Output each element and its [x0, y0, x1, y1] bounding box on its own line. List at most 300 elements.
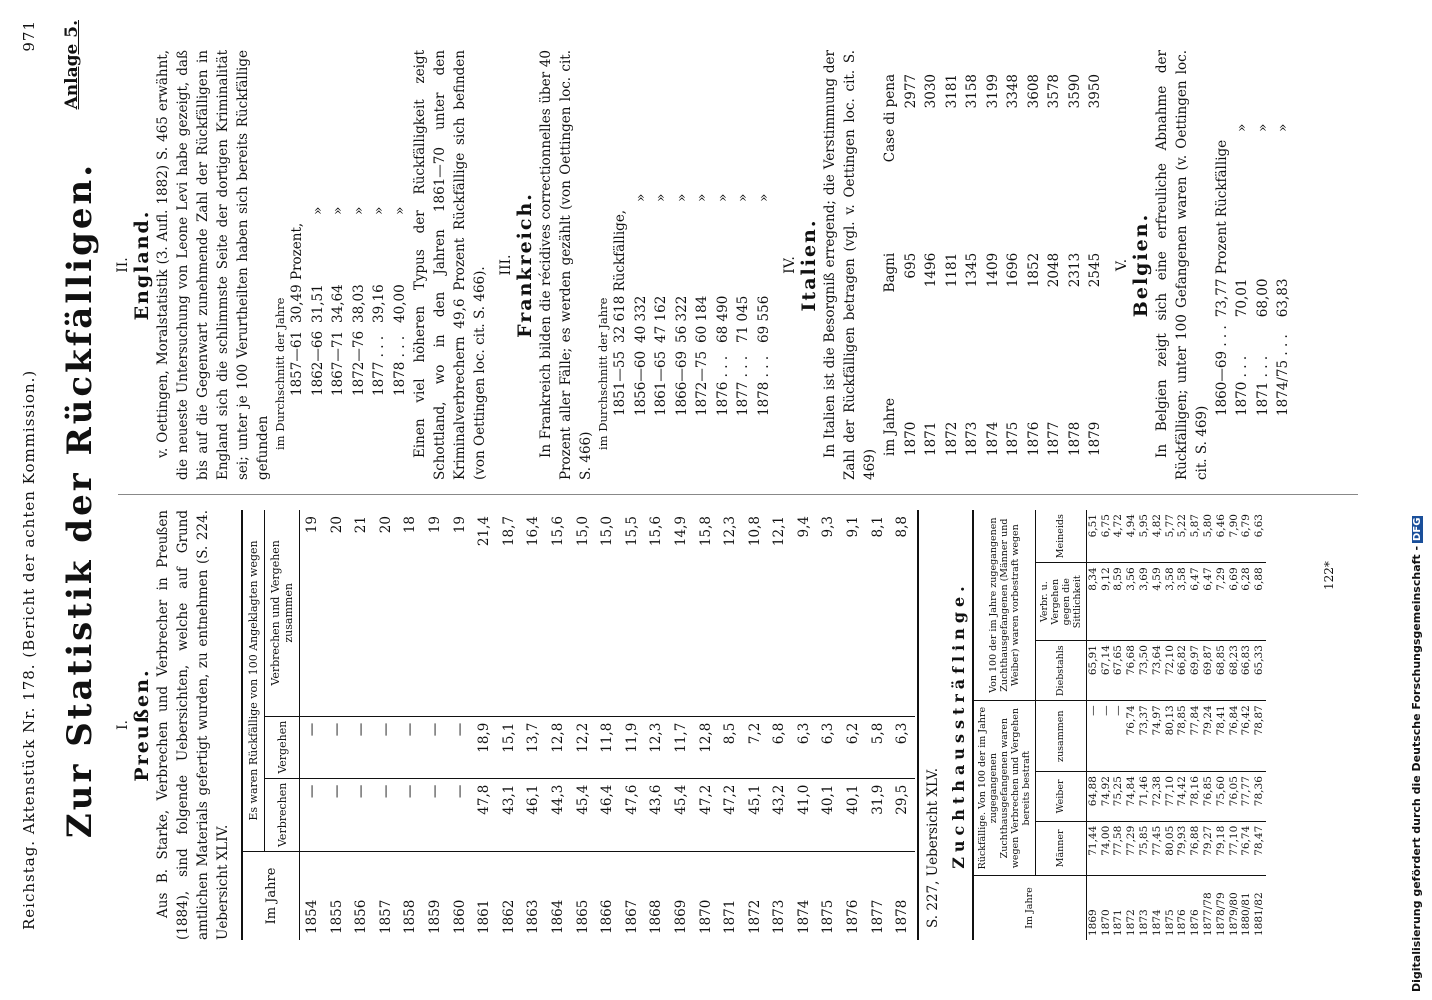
table-row	[1086, 510, 1099, 940]
period-cell: 1866—69	[673, 350, 690, 416]
list-item	[692, 190, 713, 420]
meineid-cell: 6,79	[1240, 510, 1253, 563]
case-cell: 3030	[923, 74, 939, 109]
vergehen-cell: —	[448, 716, 473, 778]
section-num-italy: IV.	[782, 256, 798, 274]
england-intro: v. Oettingen, Moralstatistik (3. Aufl. 1882) S. 465 erwähnt, die neueste Untersuchung von Leone Levi habe gezeigt, daß bis auf die Gegenwart zunehmende Zahl der Rückfälligen in England sich die schlimmste Seite der dortigen Kriminalität sei; unter je 100 Verurtheilten haben sich bereits Rückfällige gefunden	[155, 50, 271, 480]
period-cell: 1861—65	[653, 350, 669, 416]
zusammen-cell: 77,84	[1189, 701, 1202, 772]
year-cell: 1866	[599, 899, 616, 934]
sittlichkeit-cell: 3,58	[1176, 563, 1189, 641]
z-col-zusammen: zusammen	[1035, 701, 1086, 772]
table-row	[1164, 510, 1177, 940]
diebstahl-cell: 73,50	[1138, 641, 1151, 701]
case-cell: 2977	[902, 74, 919, 109]
vergehen-cell: 12,2	[571, 716, 596, 778]
maenner-cell: 79,18	[1215, 821, 1228, 875]
table-row	[1189, 510, 1202, 940]
table-row	[1125, 510, 1138, 940]
year-cell: 1872	[943, 421, 960, 456]
verbrechen-cell: 31,9	[866, 778, 891, 851]
z-col-weiber: Weiber	[1035, 772, 1086, 822]
value-cell: 32 618 Rückfällige,	[612, 209, 628, 343]
zusammen-cell: 78,85	[1176, 701, 1189, 772]
diebstahl-cell: 76,68	[1125, 641, 1138, 701]
verbrechen-cell: 46,4	[595, 778, 620, 851]
list-item	[733, 190, 754, 420]
verbrechen-cell: 45,1	[743, 778, 768, 851]
table-row	[472, 510, 497, 940]
year-cell: 1875	[1005, 421, 1021, 456]
value-cell: 68,00	[1254, 278, 1271, 318]
italy-col-case: Case di pena	[882, 74, 898, 163]
sittlichkeit-cell: 4,59	[1151, 563, 1164, 641]
table-row	[423, 510, 448, 940]
meineid-cell: 6,46	[1215, 510, 1228, 563]
value-cell: 30,49 Prozent,	[289, 222, 305, 323]
case-cell: 3950	[1087, 74, 1103, 109]
bagni-cell: 1852	[1025, 252, 1042, 288]
page-header	[20, 30, 38, 930]
vergehen-cell: 15,1	[497, 716, 522, 778]
period-cell: 1857—61	[289, 330, 305, 396]
bagni-cell: 695	[902, 252, 919, 279]
unit-cell: »	[1234, 123, 1250, 132]
year-cell: 1873	[1138, 909, 1151, 936]
year-cell: 1855	[328, 899, 345, 934]
zusammen-cell: 9,4	[792, 510, 817, 716]
verbrechen-cell: —	[448, 778, 473, 851]
col-vergehen: Vergehen	[265, 716, 300, 778]
maenner-cell: 77,45	[1151, 821, 1164, 875]
vergehen-cell: 6,3	[890, 716, 915, 778]
zusammen-cell: —	[1112, 701, 1125, 772]
value-cell: 63,83	[1275, 278, 1291, 318]
diebstahl-cell: 69,87	[1202, 641, 1215, 701]
case-cell: 3348	[1005, 74, 1021, 109]
year-cell: 1875	[820, 899, 837, 934]
table-row	[1112, 510, 1125, 940]
vergehen-cell: 11,7	[669, 716, 694, 778]
z-col-diebstahl: Diebstahls	[1035, 641, 1086, 701]
vergehen-cell: —	[325, 716, 350, 778]
table-row	[1085, 70, 1106, 460]
table-row	[571, 510, 596, 940]
verbrechen-cell: 47,2	[718, 778, 743, 851]
table-row	[1100, 510, 1113, 940]
value-cell: 31,51	[309, 284, 326, 323]
year-cell: 1880/81	[1240, 892, 1253, 936]
list-item	[713, 190, 734, 420]
bagni-cell: 2048	[1046, 252, 1062, 288]
z-col-sittlichkeit: Verbr. u. Vergehen gegen die Sittlichkeit	[1035, 563, 1086, 641]
verbrechen-cell: 40,1	[816, 778, 841, 851]
value-cell: 47 162	[653, 295, 669, 343]
vergehen-cell: —	[300, 716, 325, 778]
value-cell: 70,01	[1234, 278, 1250, 318]
zusammen-cell: 15,8	[694, 510, 719, 716]
vergehen-cell: 12,3	[644, 716, 669, 778]
list-item	[390, 203, 411, 400]
period-cell: 1874/75 . . .	[1275, 334, 1291, 416]
list-item	[349, 203, 370, 400]
table-row	[841, 510, 866, 940]
year-cell: 1870	[902, 421, 919, 456]
france-intro: In Frankreich bilden die récidives correctionnelles über 40 Prozent aller Fälle; es werden gezählt (von Oettingen loc. cit. S. 466)	[538, 50, 594, 480]
diebstahl-cell: 68,85	[1215, 641, 1228, 701]
zusammen-cell: 78,41	[1215, 701, 1228, 772]
table-row	[816, 510, 841, 940]
maenner-cell: 79,93	[1176, 821, 1189, 875]
col-zusammen: Verbrechen und Vergehen zusammen	[265, 510, 300, 716]
zusammen-cell: 21,4	[472, 510, 497, 716]
zusammen-cell: 15,6	[546, 510, 571, 716]
zusammen-cell: 76,74	[1125, 701, 1138, 772]
period-cell: 1870 . . .	[1234, 355, 1250, 416]
table-row	[1215, 510, 1228, 940]
verbrechen-cell: 29,5	[890, 778, 915, 851]
table-row	[890, 510, 915, 940]
period-cell: 1877 . . .	[371, 335, 387, 396]
zusammen-cell: 19	[448, 510, 473, 716]
unit-cell: »	[371, 206, 387, 215]
table-row	[398, 510, 423, 940]
england-list-label: im Durchschnitt der Jahre	[273, 297, 287, 450]
table-row	[1202, 510, 1215, 940]
diebstahl-cell: 73,64	[1151, 641, 1164, 701]
year-cell: 1878	[1066, 421, 1083, 456]
verbrechen-cell: —	[300, 778, 325, 851]
unit-cell: »	[632, 193, 649, 202]
year-cell: 1861	[476, 899, 493, 934]
vergehen-cell: 6,3	[816, 716, 841, 778]
weiber-cell: 72,38	[1151, 772, 1164, 822]
unit-cell: »	[330, 206, 346, 215]
meineid-cell: 5,80	[1202, 510, 1215, 563]
vergehen-cell: 7,2	[743, 716, 768, 778]
year-cell: 1854	[304, 899, 320, 934]
value-cell: 56 322	[673, 295, 690, 343]
period-cell: 1862—66	[309, 330, 326, 396]
signature-mark: 122*	[1322, 561, 1336, 590]
verbrechen-cell: 43,1	[497, 778, 522, 851]
zusammen-cell: 9,3	[816, 510, 841, 716]
maenner-cell: 74,00	[1100, 821, 1113, 875]
table-row	[942, 70, 963, 460]
weiber-cell: 77,77	[1240, 772, 1253, 822]
period-cell: 1877 . . .	[735, 355, 751, 416]
vergehen-cell: 8,5	[718, 716, 743, 778]
weiber-cell: 64,88	[1086, 772, 1099, 822]
section-title-england: England.	[131, 209, 153, 321]
verbrechen-cell: 44,3	[546, 778, 571, 851]
year-cell: 1864	[549, 899, 566, 934]
vergehen-cell: 6,3	[792, 716, 817, 778]
table-row	[325, 510, 350, 940]
unit-cell: »	[673, 193, 690, 202]
zusammen-cell: —	[1086, 701, 1099, 772]
period-cell: 1872—75	[694, 350, 710, 416]
zusammen-cell: 18,7	[497, 510, 522, 716]
maenner-cell: 77,29	[1125, 821, 1138, 875]
anlage-label: Anlage 5.	[62, 20, 82, 110]
sittlichkeit-cell: 9,12	[1100, 563, 1113, 641]
diebstahl-cell: 65,91	[1086, 641, 1099, 701]
period-cell: 1867—71	[330, 330, 346, 396]
list-item	[287, 203, 308, 400]
sittlichkeit-cell: 3,58	[1164, 563, 1177, 641]
zusammen-cell: 20	[325, 510, 350, 716]
list-item	[1273, 120, 1294, 420]
diebstahl-cell: 66,83	[1240, 641, 1253, 701]
sittlichkeit-cell: 6,28	[1240, 563, 1253, 641]
sittlichkeit-cell: 3,69	[1138, 563, 1151, 641]
value-cell: 68 490	[714, 295, 731, 343]
zusammen-cell: 18	[398, 510, 423, 716]
unit-cell: »	[309, 206, 326, 215]
zusammen-cell: 21	[349, 510, 374, 716]
case-cell: 3590	[1066, 74, 1083, 109]
list-item	[610, 190, 631, 420]
z-col-group1: Rückfällige. Von 100 der im Jahre zugegangenen Zuchthausgefangenen waren wegen Verbrechen und Vergehen bereits bestraft	[973, 701, 1036, 876]
col-group: Es waren Rückfällige von 100 Angeklagten wegen	[242, 510, 265, 852]
period-cell: 1856—60	[632, 350, 649, 416]
maenner-cell: 80,05	[1164, 821, 1177, 875]
section-title-belgium: Belgien.	[1129, 212, 1152, 318]
england-text2: Einen viel höheren Typus der Rückfälligkeit zeigt Schottland, wo in den Jahren 1861—70 unter den Kriminalverbrechern 49,6 Prozent Rückfällige sich befinden (von Oettingen loc. cit. S. 466).	[412, 50, 488, 480]
vergehen-cell: 11,9	[620, 716, 645, 778]
verbrechen-cell: —	[423, 778, 448, 851]
year-cell: 1873	[771, 899, 788, 934]
table-row	[962, 70, 983, 460]
zuchthaus-title: Zuchthaussträflinge.	[948, 581, 968, 869]
meineid-cell: 5,95	[1138, 510, 1151, 563]
maenner-cell: 75,85	[1138, 821, 1151, 875]
table-row	[1176, 510, 1189, 940]
z-col-maenner: Männer	[1035, 821, 1086, 875]
verbrechen-cell: 43,6	[644, 778, 669, 851]
value-cell: 69 556	[755, 295, 772, 343]
verbrechen-cell: 45,4	[571, 778, 596, 851]
meineid-cell: 6,75	[1100, 510, 1113, 563]
zusammen-cell: 80,13	[1164, 701, 1177, 772]
prussia-source: S. 227, Uebersicht XLV.	[924, 767, 941, 928]
year-cell: 1857	[377, 899, 394, 934]
sittlichkeit-cell: 7,29	[1215, 563, 1228, 641]
weiber-cell: 71,46	[1138, 772, 1151, 822]
zusammen-cell: 8,1	[866, 510, 891, 716]
year-cell: 1881/82	[1253, 892, 1266, 936]
value-cell: 34,64	[330, 284, 346, 323]
verbrechen-cell: 47,6	[620, 778, 645, 851]
maenner-cell: 77,58	[1112, 821, 1125, 875]
dfg-credit	[1410, 516, 1423, 992]
zusammen-cell: 12,3	[718, 510, 743, 716]
table-row	[1024, 70, 1045, 460]
vergehen-cell: 6,2	[841, 716, 866, 778]
year-cell: 1875	[1163, 909, 1176, 936]
year-cell: 1871	[923, 421, 939, 456]
table-row	[497, 510, 522, 940]
table-row	[792, 510, 817, 940]
period-cell: 1871 . . .	[1254, 355, 1271, 416]
unit-cell: »	[755, 193, 772, 202]
zusammen-cell: 16,4	[521, 510, 546, 716]
list-item	[1232, 120, 1253, 420]
table-row	[983, 70, 1004, 460]
diebstahl-cell: 67,65	[1112, 641, 1125, 701]
year-cell: 1876	[1025, 421, 1042, 456]
section-num-belgium: V.	[1113, 258, 1130, 272]
table-row	[521, 510, 546, 940]
year-cell: 1867	[623, 899, 640, 934]
zusammen-cell: 12,1	[767, 510, 792, 716]
list-item	[369, 203, 390, 400]
table-row	[718, 510, 743, 940]
zusammen-cell: 15,5	[620, 510, 645, 716]
vergehen-cell: 18,9	[472, 716, 497, 778]
year-cell: 1859	[426, 899, 443, 934]
table-row	[921, 70, 942, 460]
diebstahl-cell: 69,97	[1189, 641, 1202, 701]
sittlichkeit-cell: 6,69	[1228, 563, 1241, 641]
zuchthaus-table	[972, 510, 1266, 940]
maenner-cell: 78,47	[1253, 821, 1266, 875]
unit-cell: »	[1275, 123, 1291, 132]
table-row	[669, 510, 694, 940]
bagni-cell: 1181	[943, 252, 960, 288]
table-row	[300, 510, 325, 940]
verbrechen-cell: 47,8	[472, 778, 497, 851]
column-right	[115, 50, 1294, 480]
period-cell: 1876 . . .	[714, 355, 731, 416]
table-row	[349, 510, 374, 940]
italy-intro: In Italien ist die Besorgniß erregend; die Verstimmung der Zahl der Rückfälligen betragen (vgl. v. Oettingen loc. cit. S. 469)	[822, 50, 878, 480]
table-row	[1253, 510, 1266, 940]
page-title: Zur Statistik der Rückfälligen.	[60, 161, 100, 839]
list-item	[328, 203, 349, 400]
bagni-cell: 2313	[1066, 252, 1083, 288]
verbrechen-cell: —	[349, 778, 374, 851]
unit-cell: »	[1254, 123, 1271, 132]
year-cell: 1873	[964, 421, 980, 456]
col-verbrechen: Verbrechen	[265, 778, 300, 851]
diebstahl-cell: 72,10	[1164, 641, 1177, 701]
case-cell: 3608	[1025, 74, 1042, 109]
bagni-cell: 1696	[1005, 252, 1021, 288]
vergehen-cell: —	[398, 716, 423, 778]
meineid-cell: 6,51	[1086, 510, 1099, 563]
year-cell: 1858	[402, 899, 419, 934]
italy-col-bagni: Bagni	[882, 252, 898, 293]
column-left	[115, 510, 1266, 940]
table-row	[743, 510, 768, 940]
col-year: Im Jahre	[263, 867, 279, 925]
year-cell: 1860	[451, 899, 468, 934]
belgium-intro: In Belgien zeigt sich eine erfreuliche Abnahme der Rückfälligen; unter 100 Gefangenen waren (v. Oettingen loc. cit. S. 469)	[1153, 50, 1210, 480]
table-row	[694, 510, 719, 940]
zusammen-cell: 76,42	[1240, 701, 1253, 772]
year-cell: 1877/78	[1202, 892, 1215, 936]
year-cell: 1877	[869, 899, 886, 934]
table-row	[374, 510, 399, 940]
bagni-cell: 1345	[964, 252, 980, 288]
vergehen-cell: 12,8	[694, 716, 719, 778]
list-item	[754, 190, 775, 420]
dfg-logo: DFG	[1412, 517, 1423, 541]
year-cell: 1870	[1099, 909, 1112, 936]
verbrechen-cell: 46,1	[521, 778, 546, 851]
zusammen-cell: 20	[374, 510, 399, 716]
section-title-italy: Italien.	[798, 218, 820, 312]
table-row	[644, 510, 669, 940]
year-cell: 1870	[697, 899, 714, 934]
sittlichkeit-cell: 6,88	[1253, 563, 1266, 641]
meineid-cell: 5,87	[1189, 510, 1202, 563]
prussia-table	[241, 510, 915, 940]
weiber-cell: 77,10	[1164, 772, 1177, 822]
value-cell: 73,77 Prozent Rückfällige	[1213, 139, 1230, 318]
vergehen-cell: 11,8	[595, 716, 620, 778]
year-cell: 1872	[746, 899, 763, 934]
zusammen-cell: 15,0	[571, 510, 596, 716]
value-cell: 71 045	[735, 295, 751, 343]
verbrechen-cell: 45,4	[669, 778, 694, 851]
case-cell: 3578	[1046, 74, 1062, 109]
verbrechen-cell: 41,0	[792, 778, 817, 851]
zusammen-cell: 19	[423, 510, 448, 716]
section-title-france: Frankreich.	[514, 192, 536, 338]
table-row	[1228, 510, 1241, 940]
zusammen-cell: 19	[300, 510, 325, 716]
vergehen-cell: 13,7	[521, 716, 546, 778]
table-row	[1065, 70, 1086, 460]
table-row	[595, 510, 620, 940]
vergehen-cell: —	[423, 716, 448, 778]
weiber-cell: 78,16	[1189, 772, 1202, 822]
year-cell: 1874	[1150, 909, 1163, 936]
section-num-england: II.	[115, 257, 131, 273]
year-cell: 1871	[1112, 909, 1125, 936]
header-left: Reichstag. Aktenstück Nr. 178. (Bericht der achten Kommission.)	[20, 369, 38, 930]
england-list	[287, 203, 410, 400]
verbrechen-cell: 47,2	[694, 778, 719, 851]
list-item	[672, 190, 693, 420]
table-row	[767, 510, 792, 940]
diebstahl-cell: 67,14	[1100, 641, 1113, 701]
meineid-cell: 4,72	[1112, 510, 1125, 563]
table-row	[1151, 510, 1164, 940]
year-cell: 1869	[1086, 909, 1099, 936]
zusammen-cell: 15,6	[644, 510, 669, 716]
weiber-cell: 78,36	[1253, 772, 1266, 822]
zusammen-cell: 74,97	[1151, 701, 1164, 772]
year-cell: 1878/79	[1214, 892, 1227, 936]
z-col-group2: Von 100 der im Jahre zugegangenen Zuchthausgefangenen (Männer und Weiber) waren vorbestraft wegen	[973, 510, 1036, 701]
credit-text: Digitalisierung gefördert durch die Deutsche Forschungsgemeinschaft -	[1410, 545, 1423, 992]
bagni-cell: 2545	[1087, 252, 1103, 288]
year-cell: 1871	[722, 899, 739, 934]
weiber-cell: 74,42	[1176, 772, 1189, 822]
value-cell: 38,03	[350, 284, 367, 323]
list-item	[308, 203, 329, 400]
unit-cell: »	[350, 206, 367, 215]
vergehen-cell: —	[349, 716, 374, 778]
italy-table	[880, 70, 1106, 460]
zusammen-cell: 78,87	[1253, 701, 1266, 772]
column-divider	[118, 494, 1358, 495]
maenner-cell: 79,27	[1202, 821, 1215, 875]
